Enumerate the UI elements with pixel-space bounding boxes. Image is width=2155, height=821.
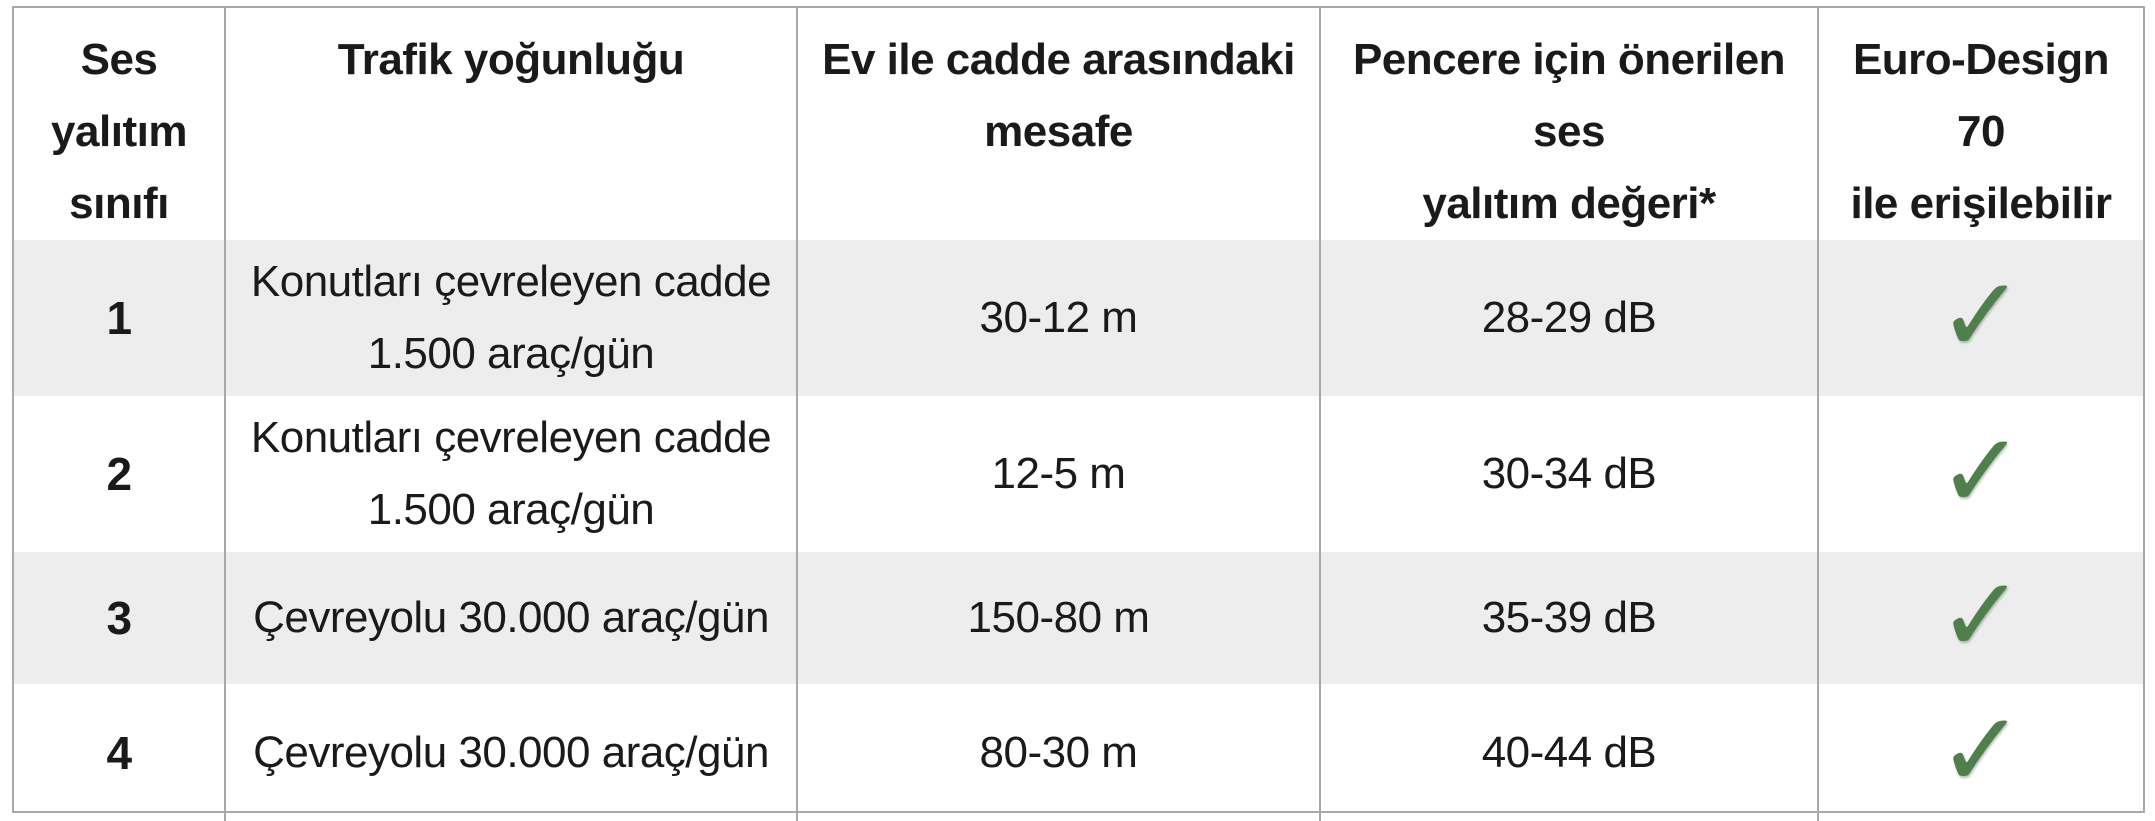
header-traffic-density: Trafik yoğunluğu (225, 8, 797, 240)
distance-cell: 80-30 m (797, 684, 1320, 821)
header-row (14, 8, 2143, 240)
header-sound-class: Ses yalıtım sınıfı (51, 35, 187, 228)
achievable-cell (1818, 552, 2143, 684)
sound-insulation-table-container (12, 6, 2145, 813)
check-mark-icon: ✓ (1937, 410, 2025, 532)
traffic-cell: Çevreyolu 30.000 araç/gün (225, 552, 797, 684)
table-row (14, 240, 2143, 396)
sound-class-cell: 4 (106, 726, 132, 779)
insulation-value-cell: 28-29 dB (1320, 240, 1818, 396)
achievable-cell (1818, 396, 2143, 552)
achievable-cell (1818, 684, 2143, 821)
sound-class-cell: 3 (14, 552, 225, 684)
check-mark-icon: ✓ (1937, 688, 2025, 811)
distance-cell: 12-5 m (797, 396, 1320, 552)
distance-cell: 150-80 m (797, 552, 1320, 684)
sound-class-cell: 2 (106, 448, 132, 500)
table-row (14, 552, 2143, 684)
table-row (14, 684, 2143, 821)
traffic-cell: Çevreyolu 30.000 araç/gün (225, 684, 797, 821)
sound-class-cell: 1 (14, 240, 225, 396)
check-mark-icon: ✓ (1937, 254, 2025, 376)
header-recommended-insulation: Pencere için önerilen ses yalıtım değeri* (1320, 8, 1818, 240)
header-euro-design-achievable: Euro-Design 70 ile erişilebilir (1818, 8, 2143, 240)
traffic-cell: Konutları çevreleyen cadde 1.500 araç/gün (225, 240, 797, 396)
insulation-value-cell: 35-39 dB (1320, 552, 1818, 684)
sound-insulation-table (14, 8, 2143, 821)
distance-cell: 30-12 m (797, 240, 1320, 396)
traffic-cell: Konutları çevreleyen cadde 1.500 araç/gün (225, 396, 797, 552)
achievable-cell (1818, 240, 2143, 396)
header-house-street-distance: Ev ile cadde arasındaki mesafe (797, 8, 1320, 240)
insulation-value-cell: 40-44 dB (1320, 684, 1818, 821)
insulation-value-cell: 30-34 dB (1320, 396, 1818, 552)
table-row (14, 396, 2143, 552)
check-mark-icon: ✓ (1937, 554, 2025, 676)
